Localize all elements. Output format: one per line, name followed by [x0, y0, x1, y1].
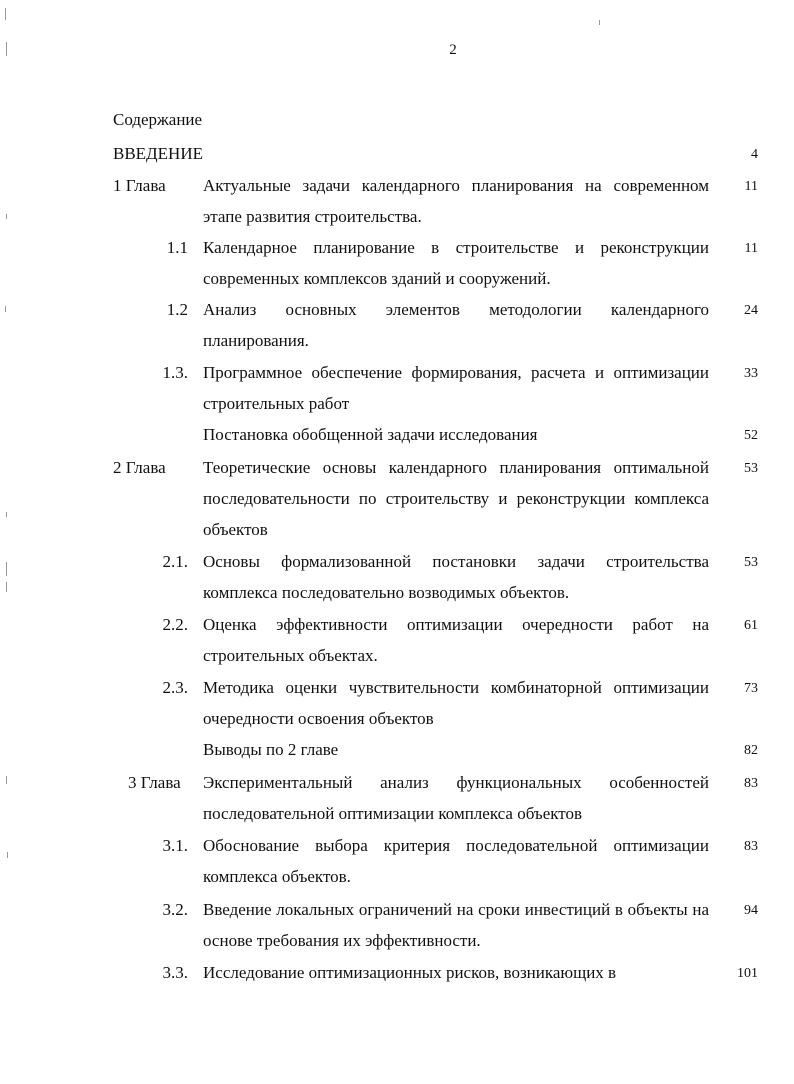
toc-entry-label: 3.1.: [162, 836, 188, 855]
toc-entry-title: Актуальные задачи календарного планирования на современном этапе развития строительства.: [203, 176, 709, 226]
scan-speck: [5, 8, 6, 20]
toc-entry-title: Исследование оптимизационных рисков, возникающих в: [203, 963, 617, 982]
toc-entry-page: 53: [744, 461, 758, 476]
toc-entry-label: 1.1: [166, 238, 188, 257]
toc-entry-page: 24: [744, 303, 758, 318]
toc-entry-label: 1 Глава: [113, 176, 166, 195]
toc-entry-title: Основы формализованной постановки задачи строительства комплекса последовательно возводимых объектов.: [203, 552, 709, 602]
toc-heading: Содержание: [113, 110, 203, 129]
toc-entry-title: Оценка эффективности оптимизации очередности работ на строительных объектах.: [203, 615, 709, 665]
toc-entry-page: 83: [744, 776, 758, 791]
scan-speck: [7, 852, 8, 858]
toc-entry-label: 2.2.: [162, 615, 188, 634]
toc-entry-title: Постановка обобщенной задачи исследования: [203, 425, 538, 444]
toc-entry-title: Календарное планирование в строительстве и реконструкции современных комплексов зданий и сооружений.: [203, 238, 709, 288]
toc-entry-title: Программное обеспечение формирования, расчета и оптимизации строительных работ: [203, 363, 709, 413]
toc-entry-label: 1.3.: [162, 363, 188, 382]
page-number: 2: [449, 42, 457, 58]
scan-speck: [6, 582, 7, 592]
toc-entry-page: 53: [744, 555, 758, 570]
toc-entry-page: 52: [744, 428, 758, 443]
toc-entry-label: 2.3.: [162, 678, 188, 697]
toc-entry-title: Экспериментальный анализ функциональных особенностей последовательной оптимизации комплекса объектов: [203, 773, 709, 823]
toc-entry-page: 94: [744, 903, 758, 918]
toc-entry-title: Методика оценки чувствительности комбинаторной оптимизации очередности освоения объектов: [203, 678, 709, 728]
toc-entry-title: Теоретические основы календарного планирования оптимальной последовательности по строительству и реконструкции комплекса объектов: [203, 458, 709, 539]
toc-entry-page: 101: [737, 966, 758, 981]
toc-entry-page: 83: [744, 839, 758, 854]
toc-entry-page: 73: [744, 681, 758, 696]
toc-entry-title: Обоснование выбора критерия последовательной оптимизации комплекса объектов.: [203, 836, 709, 886]
toc-entry-label: 2 Глава: [113, 458, 166, 477]
scan-speck: [6, 512, 7, 517]
toc-entry-page: 11: [744, 241, 758, 256]
scan-speck: [5, 306, 6, 312]
toc-entry-page: 61: [744, 618, 758, 633]
toc-entry-label: 3.3.: [162, 963, 188, 982]
toc-entry-title: Введение локальных ограничений на сроки инвестиций в объекты на основе требования их эффективности.: [203, 900, 709, 950]
toc-entry-page: 4: [751, 147, 758, 162]
toc-entry-page: 11: [744, 179, 758, 194]
toc-entry-label: 2.1.: [162, 552, 188, 571]
toc-entry-label: 3 Глава: [128, 773, 181, 792]
scan-speck: [6, 42, 7, 56]
toc-entry-title: ВВЕДЕНИЕ: [113, 144, 203, 163]
scan-speck: [6, 776, 7, 784]
scan-speck: [6, 562, 7, 576]
toc-entry-title: Выводы по 2 главе: [203, 740, 339, 759]
scan-speck: [599, 20, 600, 25]
toc-entry-label: 3.2.: [162, 900, 188, 919]
toc-entry-title: Анализ основных элементов методологии календарного планирования.: [203, 300, 709, 350]
toc-entry-page: 33: [744, 366, 758, 381]
toc-entry-page: 82: [744, 743, 758, 758]
toc-entry-label: 1.2: [166, 300, 188, 319]
scan-speck: [6, 214, 7, 219]
